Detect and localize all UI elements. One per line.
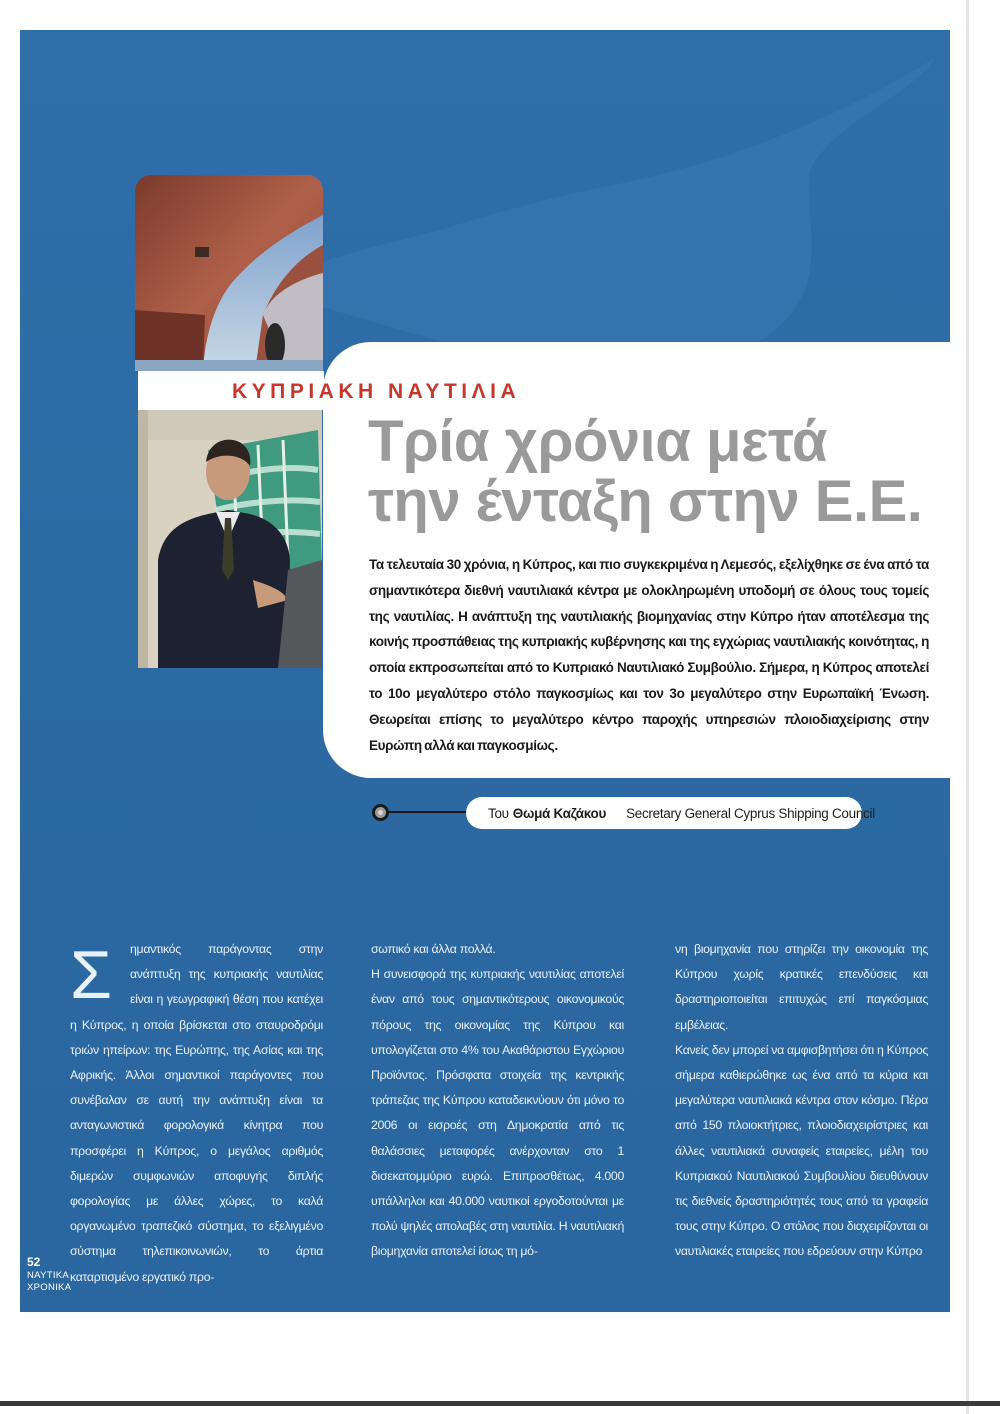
- page-number: 52: [27, 1255, 41, 1269]
- drop-cap-spacer: [70, 937, 130, 1011]
- body-column-2-paragraph-2: Η συνεισφορά της κυπριακής ναυτιλίας αποτελεί έναν από τους σημαντικότερους οικονομικούς πόρους της οικονομίας της Κύπρου και υπολογίζεται στο 4% του Ακαθάριστου Εγχώριου Προϊόντος. Πρόσφατα στοιχεία της κεντρικής τράπεζας της Κύπρου καταδεικνύουν ότι μόνο το 2006 οι εισροές στη Δημοκρατία από τις θαλάσσιες μεταφορές ανέρχονταν στο 1 δισεκατομμύριο ευρώ. Επιπροσθέτως, 4.000 υπάλληλοι και 40.000 ναυτικοί εργοδοτούνται με πολύ ψηλές απολαβές στη ναυτιλία. Η ναυτιλιακή βιομηχανία αποτελεί ίσως τη μό-: [371, 967, 624, 1259]
- article-title: [368, 409, 938, 534]
- author-portrait-photo: [138, 410, 322, 668]
- byline: [466, 797, 875, 829]
- body-column-2: [371, 937, 624, 1265]
- paper-edge: [966, 0, 969, 1414]
- byline-prefix: Του: [488, 805, 509, 821]
- ship-hull-photo: [135, 175, 323, 371]
- body-column-1-text: ημαντικός παράγοντας στην ανάπτυξη της κυπριακής ναυτιλίας είναι η γεωγραφική θέση που κατέχει η Κύπρος, η οποία βρίσκεται στο σταυροδρόμι τριών ηπείρων: της Ευρώπης, της Ασίας και της Αφρικής. Άλλοι σημαντικοί παράγοντες που συνέβαλαν σε αυτή την ανάπτυξη είναι τα ανταγωνιστικά φορολογικά κίνητρα που προσφέρει η Κύπρος, ο μεγάλος αριθμός διμερών συμφωνιών αποφυγής διπλής φορολογίας με άλλες χώρες, το καλά οργανωμένο τραπεζικό σύστημα, το εξελιγμένο σύστημα τηλεπικοινωνιών, το άρτια καταρτισμένο εργατικό προ-: [70, 942, 323, 1284]
- body-column-3-paragraph-2: Κανείς δεν μπορεί να αμφισβητήσει ότι η Κύπρος σήμερα καθιερώθηκε ως ένα από τα κύρια και μεγαλύτερα ναυτιλιακά κέντρα στον κόσμο. Πέρα από 150 πλοιοκτήτριες, πλοιοδιαχειρίστριες και άλλες ναυτιλιακά συναφείς εταιρείες, μέλη του Κυπριακού Ναυτιλιακού Συμβουλίου διευθύνουν τις διεθνείς δραστηριότητές τους από τα γραφεία τους στην Κύπρο. Ο στόλος που διαχειρίζονται οι ναυτιλιακές εταιρείες που εδρεύουν στην Κύπρο: [675, 1042, 928, 1259]
- drop-cap: Σ: [70, 937, 113, 1013]
- magazine-name-line-1: ΝΑΥΤΙΚΑ: [27, 1270, 70, 1281]
- article-title-line-2: την ένταξη στην Ε.Ε.: [368, 469, 923, 534]
- body-column-1: [70, 937, 323, 1290]
- magazine-name-line-2: ΧΡΟΝΙΚΑ: [27, 1282, 72, 1293]
- byline-role: Secretary General Cyprus Shipping Council: [626, 805, 875, 821]
- body-column-3: [675, 937, 928, 1265]
- article-lead: Τα τελευταία 30 χρόνια, η Κύπρος, και πιο συγκεκριμένα η Λεμεσός, εξελίχθηκε σε ένα από τα σημαντικότερα διεθνή ναυτιλιακά κέντρα με ολοκληρωμένη υποδομή σε όλους τους τομείς της ναυτιλίας. Η ανάπτυξη της ναυτιλιακής βιομηχανίας στην Κύπρο ήταν αποτέλεσμα της κοινής προσπάθειας της κυπριακής κυβέρνησης και της εγχώριας ναυτιλιακής κοινότητας, η οποία εκπροσωπείται από το Κυπριακό Ναυτιλιακό Συμβούλιο. Σήμερα, η Κύπρος αποτελεί το 10ο μεγαλύτερο στόλο παγκοσμίως και τον 3ο μεγαλύτερο στην Ευρωπαϊκή Ένωση. Θεωρείται επίσης το μεγαλύτερο κέντρο παροχής υπηρεσιών πλοιοδιαχείρισης στην Ευρώπη αλλά και παγκοσμίως.: [369, 557, 929, 753]
- section-kicker: ΚΥΠΡΙΑΚΗ ΝΑΥΤΙΛΙΑ: [232, 380, 521, 403]
- byline-author: Θωμά Καζάκου: [512, 805, 607, 821]
- byline-connector-line: [388, 811, 468, 813]
- page-folio: [27, 1256, 71, 1294]
- bottom-rule: [0, 1401, 1000, 1406]
- body-column-2-paragraph-1: σωπικό και άλλα πολλά.: [371, 942, 496, 956]
- body-column-3-paragraph-1: νη βιομηχανία που στηρίζει την οικονομία της Κύπρου χωρίς κρατικές επενδύσεις και δραστηριοποιείται επιτυχώς επί παγκόσμιας εμβέλειας.: [675, 942, 928, 1032]
- article-title-line-1: Τρία χρόνια μετά: [368, 409, 827, 474]
- byline-bullet-icon: [372, 804, 389, 821]
